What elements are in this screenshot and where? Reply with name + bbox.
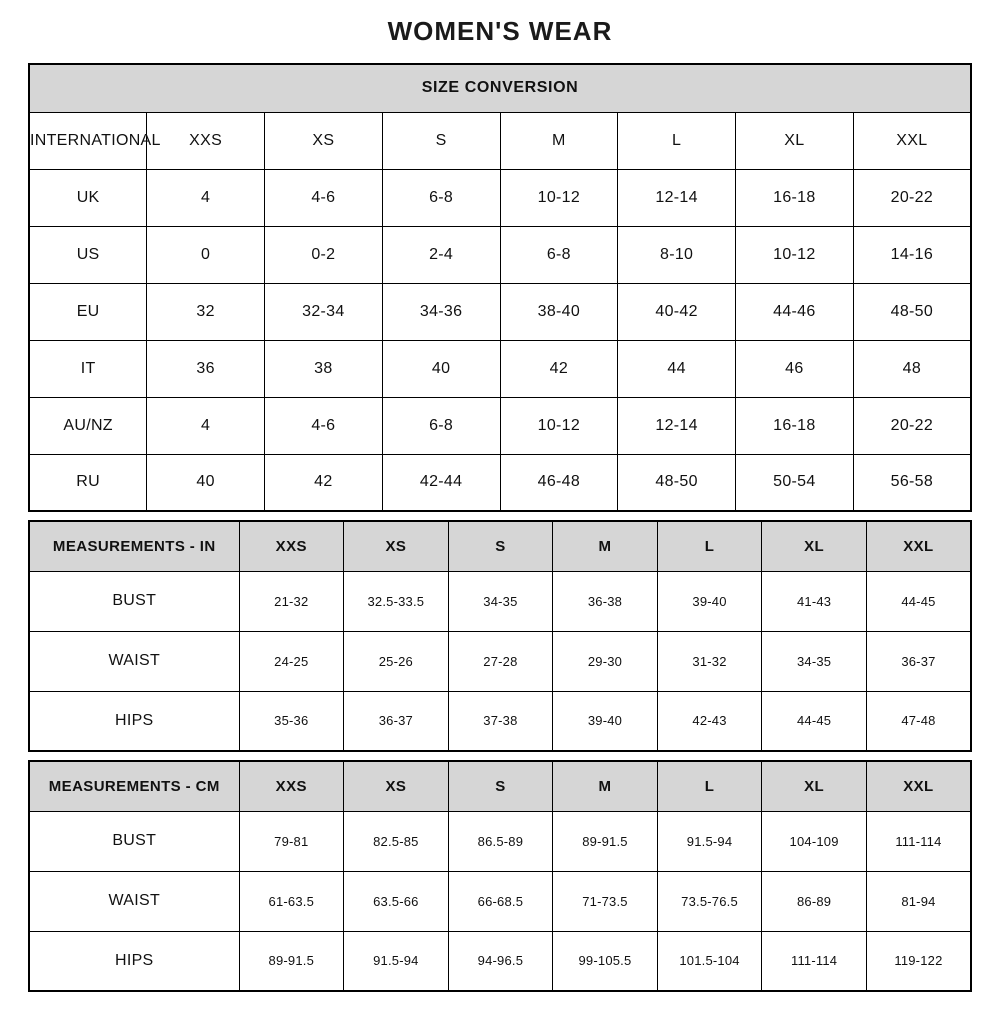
table-row: [29, 871, 971, 931]
value-cell: 42: [500, 340, 618, 397]
value-cell: 89-91.5: [553, 811, 658, 871]
value-cell: 29-30: [553, 631, 658, 691]
size-column-header: L: [657, 761, 762, 811]
table-title: MEASUREMENTS - CM: [29, 761, 239, 811]
value-cell: 2-4: [382, 226, 500, 283]
value-cell: 48-50: [853, 283, 971, 340]
value-cell: 48-50: [618, 454, 736, 511]
value-cell: 0-2: [265, 226, 383, 283]
value-cell: 111-114: [762, 931, 867, 991]
row-label: AU/NZ: [29, 397, 147, 454]
value-cell: XXS: [147, 112, 265, 169]
value-cell: 73.5-76.5: [657, 871, 762, 931]
value-cell: 46: [736, 340, 854, 397]
value-cell: 10-12: [500, 169, 618, 226]
value-cell: 38-40: [500, 283, 618, 340]
table-header-row: [29, 761, 971, 811]
value-cell: 25-26: [344, 631, 449, 691]
value-cell: 40: [147, 454, 265, 511]
value-cell: 46-48: [500, 454, 618, 511]
value-cell: 36-37: [344, 691, 449, 751]
measurements-in-table: [28, 520, 972, 752]
value-cell: XXL: [853, 112, 971, 169]
value-cell: 42-44: [382, 454, 500, 511]
value-cell: 32.5-33.5: [344, 571, 449, 631]
value-cell: 20-22: [853, 169, 971, 226]
page-title: WOMEN'S WEAR: [387, 16, 613, 46]
table-header-row: [29, 64, 971, 112]
value-cell: 10-12: [736, 226, 854, 283]
row-label: BUST: [29, 571, 239, 631]
value-cell: 99-105.5: [553, 931, 658, 991]
value-cell: 39-40: [657, 571, 762, 631]
value-cell: 63.5-66: [344, 871, 449, 931]
size-column-header: M: [553, 521, 658, 571]
value-cell: 34-35: [762, 631, 867, 691]
value-cell: M: [500, 112, 618, 169]
value-cell: 86-89: [762, 871, 867, 931]
value-cell: 119-122: [866, 931, 971, 991]
table-row: [29, 226, 971, 283]
row-label: RU: [29, 454, 147, 511]
size-column-header: XL: [762, 761, 867, 811]
table-title: SIZE CONVERSION: [29, 64, 971, 112]
value-cell: S: [382, 112, 500, 169]
size-column-header: M: [553, 761, 658, 811]
row-label: EU: [29, 283, 147, 340]
value-cell: 44-45: [866, 571, 971, 631]
value-cell: 31-32: [657, 631, 762, 691]
value-cell: 32: [147, 283, 265, 340]
value-cell: 39-40: [553, 691, 658, 751]
value-cell: 16-18: [736, 397, 854, 454]
value-cell: 4-6: [265, 397, 383, 454]
value-cell: 36-38: [553, 571, 658, 631]
row-label: HIPS: [29, 691, 239, 751]
value-cell: 40: [382, 340, 500, 397]
value-cell: 32-34: [265, 283, 383, 340]
value-cell: 6-8: [382, 397, 500, 454]
value-cell: 8-10: [618, 226, 736, 283]
value-cell: 6-8: [500, 226, 618, 283]
table-row: [29, 631, 971, 691]
value-cell: 56-58: [853, 454, 971, 511]
size-column-header: S: [448, 521, 553, 571]
value-cell: 89-91.5: [239, 931, 344, 991]
value-cell: 104-109: [762, 811, 867, 871]
row-label: BUST: [29, 811, 239, 871]
table-title: MEASUREMENTS - IN: [29, 521, 239, 571]
value-cell: 35-36: [239, 691, 344, 751]
value-cell: 24-25: [239, 631, 344, 691]
row-label: WAIST: [29, 871, 239, 931]
value-cell: 6-8: [382, 169, 500, 226]
value-cell: 40-42: [618, 283, 736, 340]
value-cell: 10-12: [500, 397, 618, 454]
size-column-header: XXS: [239, 761, 344, 811]
size-column-header: XXL: [866, 761, 971, 811]
value-cell: 4: [147, 397, 265, 454]
value-cell: 27-28: [448, 631, 553, 691]
value-cell: 41-43: [762, 571, 867, 631]
table-row: [29, 691, 971, 751]
value-cell: 20-22: [853, 397, 971, 454]
value-cell: 12-14: [618, 169, 736, 226]
size-column-header: XXL: [866, 521, 971, 571]
value-cell: 37-38: [448, 691, 553, 751]
row-label: US: [29, 226, 147, 283]
value-cell: 16-18: [736, 169, 854, 226]
value-cell: 0: [147, 226, 265, 283]
value-cell: L: [618, 112, 736, 169]
value-cell: 81-94: [866, 871, 971, 931]
value-cell: 44-45: [762, 691, 867, 751]
size-column-header: XS: [344, 761, 449, 811]
value-cell: 34-35: [448, 571, 553, 631]
size-column-header: XL: [762, 521, 867, 571]
row-label: INTERNATIONAL: [29, 112, 147, 169]
size-column-header: L: [657, 521, 762, 571]
value-cell: 61-63.5: [239, 871, 344, 931]
value-cell: 101.5-104: [657, 931, 762, 991]
row-label: IT: [29, 340, 147, 397]
table-row: [29, 169, 971, 226]
value-cell: 36-37: [866, 631, 971, 691]
table-header-row: [29, 521, 971, 571]
table-row: [29, 931, 971, 991]
table-row: [29, 454, 971, 511]
value-cell: 111-114: [866, 811, 971, 871]
value-cell: 71-73.5: [553, 871, 658, 931]
size-column-header: XXS: [239, 521, 344, 571]
table-row: [29, 112, 971, 169]
value-cell: 36: [147, 340, 265, 397]
table-row: [29, 283, 971, 340]
row-label: HIPS: [29, 931, 239, 991]
row-label: UK: [29, 169, 147, 226]
row-label: WAIST: [29, 631, 239, 691]
value-cell: 91.5-94: [657, 811, 762, 871]
value-cell: 82.5-85: [344, 811, 449, 871]
value-cell: 4: [147, 169, 265, 226]
size-column-header: XS: [344, 521, 449, 571]
value-cell: 14-16: [853, 226, 971, 283]
value-cell: 34-36: [382, 283, 500, 340]
value-cell: 4-6: [265, 169, 383, 226]
value-cell: 44: [618, 340, 736, 397]
value-cell: 47-48: [866, 691, 971, 751]
value-cell: 66-68.5: [448, 871, 553, 931]
value-cell: 94-96.5: [448, 931, 553, 991]
table-row: [29, 340, 971, 397]
value-cell: 48: [853, 340, 971, 397]
table-row: [29, 397, 971, 454]
value-cell: 38: [265, 340, 383, 397]
size-column-header: S: [448, 761, 553, 811]
value-cell: 50-54: [736, 454, 854, 511]
value-cell: 12-14: [618, 397, 736, 454]
value-cell: XL: [736, 112, 854, 169]
value-cell: 44-46: [736, 283, 854, 340]
value-cell: 42-43: [657, 691, 762, 751]
value-cell: 79-81: [239, 811, 344, 871]
table-row: [29, 811, 971, 871]
value-cell: 86.5-89: [448, 811, 553, 871]
measurements-cm-table: [28, 760, 972, 992]
size-conversion-table: [28, 63, 972, 512]
value-cell: 91.5-94: [344, 931, 449, 991]
value-cell: XS: [265, 112, 383, 169]
value-cell: 21-32: [239, 571, 344, 631]
table-row: [29, 571, 971, 631]
value-cell: 42: [265, 454, 383, 511]
